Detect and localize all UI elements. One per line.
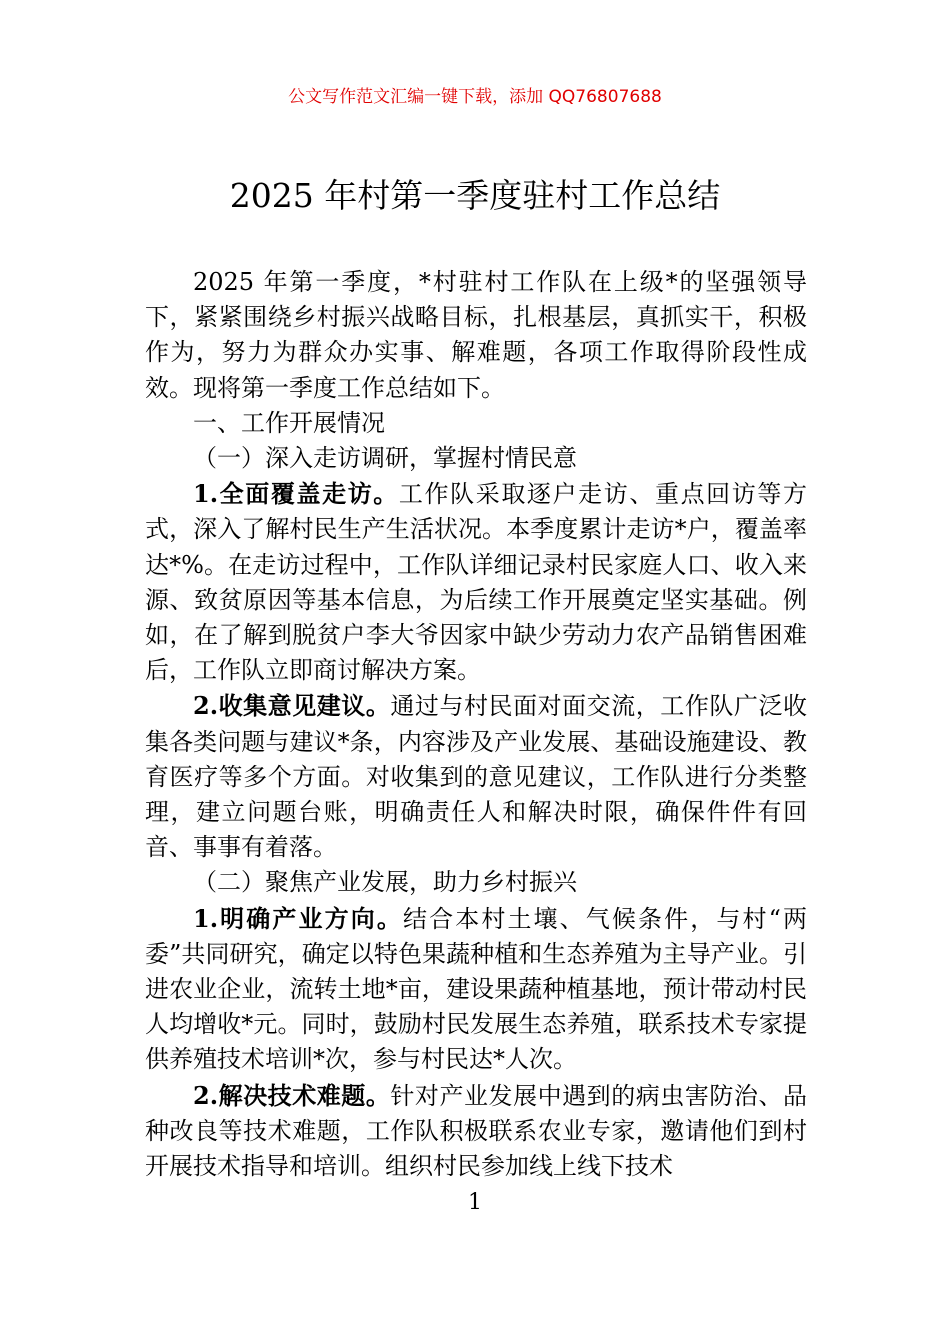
page-number: 1 bbox=[468, 1190, 482, 1215]
section-heading-work-progress: 一、工作开展情况 bbox=[193, 408, 385, 437]
subsection-heading-industry-development: （二）聚焦产业发展，助力乡村振兴 bbox=[193, 868, 577, 897]
paragraph-collect-suggestions bbox=[145, 688, 807, 865]
paragraph-lead-technical-problems: 2.解决技术难题。 bbox=[193, 1080, 391, 1110]
document-title: 2025 年村第一季度驻村工作总结 bbox=[229, 176, 721, 215]
paragraph-technical-problems bbox=[145, 1078, 807, 1185]
header-promo-note: 公文写作范文汇编一键下载，添加 QQ76807688 bbox=[288, 87, 662, 107]
intro-paragraph: 2025 年第一季度，*村驻村工作队在上级*的坚强领导下，紧紧围绕乡村振兴战略目标，扎根基层，真抓实干，积极作为，努力为群众办实事、解难题，各项工作取得阶段性成效。现将第一季度工作总结如下。 bbox=[145, 268, 807, 402]
paragraph-industry-direction bbox=[145, 901, 807, 1078]
subsection-heading-visits-research: （一）深入走访调研，掌握村情民意 bbox=[193, 444, 577, 473]
paragraph-lead-comprehensive-visits: 1.全面覆盖走访。 bbox=[193, 479, 399, 509]
paragraph-text-industry-direction: 结合本村土壤、气候条件，与村“两委”共同研究，确定以特色果蔬种植和生态养殖为主导产业。引进农业企业，流转土地*亩，建设果蔬种植基地，预计带动村民人均增收*元。同时，鼓励村民发展生态养殖，联系技术专家提供养殖技术培训*次，参与村民达*人次。 bbox=[145, 904, 807, 1074]
paragraph-text-technical-problems: 针对产业发展中遇到的病虫害防治、品种改良等技术难题，工作队积极联系农业专家，邀请他们到村开展技术指导和培训。组织村民参加线上线下技术 bbox=[145, 1081, 807, 1181]
paragraph-text-collect-suggestions: 通过与村民面对面交流，工作队广泛收集各类问题与建议*条，内容涉及产业发展、基础设施建设、教育医疗等多个方面。对收集到的意见建议，工作队进行分类整理，建立问题台账，明确责任人和解决时限，确保件件有回音、事事有着落。 bbox=[145, 692, 807, 862]
paragraph-comprehensive-visits bbox=[145, 476, 807, 688]
document-body bbox=[145, 265, 807, 1184]
paragraph-lead-industry-direction: 1.明确产业方向。 bbox=[193, 903, 403, 933]
paragraph-text-comprehensive-visits: 工作队采取逐户走访、重点回访等方式，深入了解村民生产生活状况。本季度累计走访*户，覆盖率达*%。在走访过程中，工作队详细记录村民家庭人口、收入来源、致贫原因等基本信息，为后续工作开展奠定坚实基础。例如，在了解到脱贫户李大爷因家中缺少劳动力农产品销售困难后，工作队立即商讨解决方案。 bbox=[145, 480, 807, 685]
paragraph-lead-collect-suggestions: 2.收集意见建议。 bbox=[193, 691, 391, 721]
